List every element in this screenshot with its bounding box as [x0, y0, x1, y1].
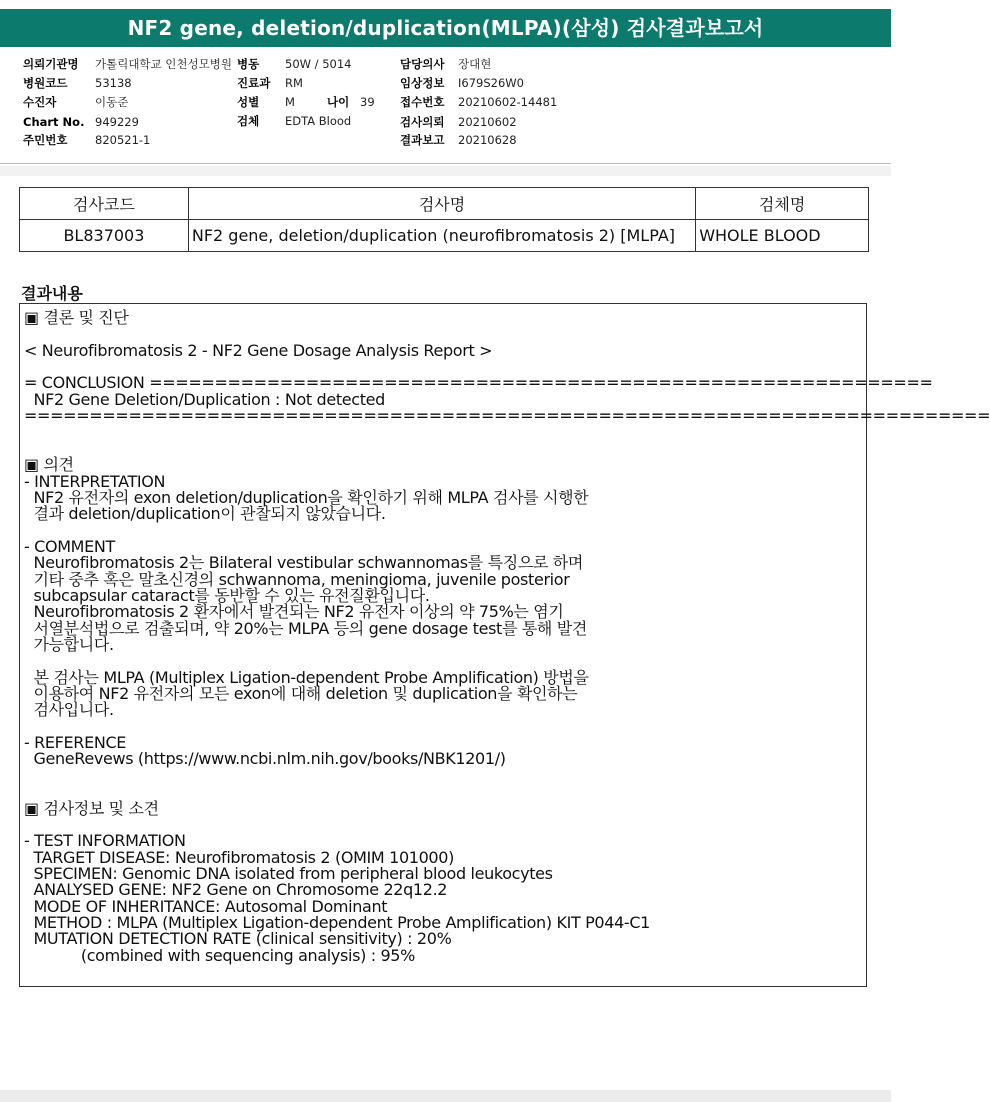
- result-line: NF2 Gene Deletion/Duplication : Not detected: [24, 389, 385, 409]
- bottom-bar: [0, 1090, 891, 1102]
- result-line: 가능합니다.: [24, 635, 114, 654]
- info-value: EDTA Blood: [285, 114, 352, 128]
- info-label: 임상정보: [400, 76, 445, 90]
- info-value: 20210602: [458, 115, 517, 129]
- info-label: 성별: [237, 95, 260, 109]
- results-section-title: 결과내용: [21, 284, 83, 303]
- info-row-ward: [237, 55, 352, 74]
- info-label: 검사의뢰: [400, 115, 445, 129]
- info-row-report-date: [400, 131, 517, 150]
- info-row-hospital-code: [23, 74, 132, 93]
- info-label: 진료과: [237, 76, 271, 90]
- info-row-chart-no: [23, 113, 139, 132]
- info-label: 검체: [237, 114, 260, 128]
- info-row-receipt-no: [400, 93, 558, 112]
- info-value: 20210628: [458, 133, 517, 147]
- result-line: - INTERPRETATION: [24, 471, 166, 491]
- result-line: ▣ 검사정보 및 소견: [24, 798, 159, 818]
- result-line: MUTATION DETECTION RATE (clinical sensitivity) : 20%: [24, 929, 452, 949]
- info-value: M: [285, 95, 295, 109]
- cell-test-name: NF2 gene, deletion/duplication (neurofibromatosis 2) [MLPA]: [188, 220, 695, 252]
- result-line: - TEST INFORMATION: [24, 831, 186, 851]
- info-value: 20210602-14481: [458, 95, 558, 109]
- info-label: Chart No.: [23, 115, 85, 129]
- info-label: 병원코드: [23, 76, 68, 90]
- info-value: 820521-1: [95, 133, 151, 147]
- test-table: [19, 187, 869, 252]
- info-row-resident-no: [23, 131, 151, 150]
- result-line: 결과 deletion/duplication이 관찰되지 않았습니다.: [24, 504, 386, 524]
- info-value: 장대현: [458, 57, 492, 71]
- info-label: 주민번호: [23, 133, 68, 147]
- result-line: 서열분석법으로 검출되며, 약 20%는 MLPA 등의 gene dosage test를 통해 발견: [24, 618, 587, 638]
- info-row-request-date: [400, 113, 517, 132]
- info-value: 50W / 5014: [285, 57, 352, 71]
- info-label: 병동: [237, 57, 260, 71]
- info-row-department: [237, 74, 303, 93]
- result-line: 이용하여 NF2 유전자의 모든 exon에 대해 deletion 및 duplication을 확인하는: [24, 684, 578, 704]
- table-row: [20, 220, 869, 252]
- result-line: 본 검사는 MLPA (Multiplex Ligation-dependent Probe Amplification) 방법을: [24, 667, 589, 687]
- result-line: 기타 중추 혹은 말초신경의 schwannoma, meningioma, juvenile posterior: [24, 569, 570, 589]
- result-line: - REFERENCE: [24, 733, 127, 753]
- divider: [0, 163, 891, 164]
- result-line: = CONCLUSION ============================================================: [24, 373, 933, 393]
- result-line: Neurofibromatosis 2는 Bilateral vestibular schwannomas를 특징으로 하며: [24, 553, 583, 573]
- info-row-sex: [237, 93, 295, 112]
- results-box: [19, 303, 990, 987]
- info-row-age: [327, 93, 375, 112]
- cell-specimen-name: WHOLE BLOOD: [696, 220, 869, 252]
- result-line: - COMMENT: [24, 536, 115, 556]
- header-test-code: 검사코드: [20, 188, 189, 220]
- header-test-name: 검사명: [188, 188, 695, 220]
- info-row-clinical-info: [400, 74, 524, 93]
- cell-test-code: BL837003: [20, 220, 189, 252]
- result-line: SPECIMEN: Genomic DNA isolated from peripheral blood leukocytes: [24, 863, 553, 883]
- info-label: 접수번호: [400, 95, 445, 109]
- result-line: ▣ 결론 및 진단: [24, 308, 129, 327]
- info-row-patient: [23, 93, 129, 112]
- table-header-row: [20, 188, 869, 220]
- result-line: subcapsular cataract를 동반할 수 있는 유전질환입니다.: [24, 585, 430, 605]
- result-line: METHOD : MLPA (Multiplex Ligation-dependent Probe Amplification) KIT P044-C1: [24, 912, 650, 932]
- result-line: < Neurofibromatosis 2 - NF2 Gene Dosage Analysis Report >: [24, 340, 493, 360]
- info-value: I679S26W0: [458, 76, 524, 90]
- info-label: 결과보고: [400, 133, 445, 147]
- report-title: NF2 gene, deletion/duplication(MLPA)(삼성) 검사결과보고서: [0, 9, 891, 47]
- result-line: 검사입니다.: [24, 700, 114, 720]
- result-line: ▣ 의견: [24, 455, 74, 475]
- header-specimen-name: 검체명: [696, 188, 869, 220]
- info-value: 39: [360, 95, 375, 109]
- info-label: 수진자: [23, 95, 57, 109]
- result-line: GeneRevews (https://www.ncbi.nlm.nih.gov/books/NBK1201/): [24, 749, 506, 769]
- result-line: NF2 유전자의 exon deletion/duplication을 확인하기 위해 MLPA 검사를 시행한: [24, 487, 589, 507]
- info-value: RM: [285, 76, 303, 90]
- result-line: MODE OF INHERITANCE: Autosomal Dominant: [24, 896, 388, 916]
- result-line: Neurofibromatosis 2 환자에서 발견되는 NF2 유전자 이상의 약 75%는 염기: [24, 602, 564, 622]
- result-line: (combined with sequencing analysis) : 95%: [24, 945, 415, 965]
- patient-info: [0, 0, 891, 160]
- result-line: ==========================================================================: [24, 406, 990, 426]
- info-row-institution: [23, 55, 232, 74]
- info-value: 가톨릭대학교 인천성모병원: [95, 57, 232, 71]
- info-label: 나이: [327, 95, 350, 109]
- result-line: TARGET DISEASE: Neurofibromatosis 2 (OMIM 101000): [24, 847, 454, 867]
- info-value: 53138: [95, 76, 132, 90]
- info-label: 담당의사: [400, 57, 445, 71]
- result-line: ANALYSED GENE: NF2 Gene on Chromosome 22q12.2: [24, 880, 448, 900]
- info-label: 의뢰기관명: [23, 57, 79, 71]
- info-row-doctor: [400, 55, 492, 74]
- info-row-specimen: [237, 112, 352, 131]
- info-value: 이동준: [95, 95, 129, 109]
- divider-band: [0, 166, 891, 176]
- info-value: 949229: [95, 115, 139, 129]
